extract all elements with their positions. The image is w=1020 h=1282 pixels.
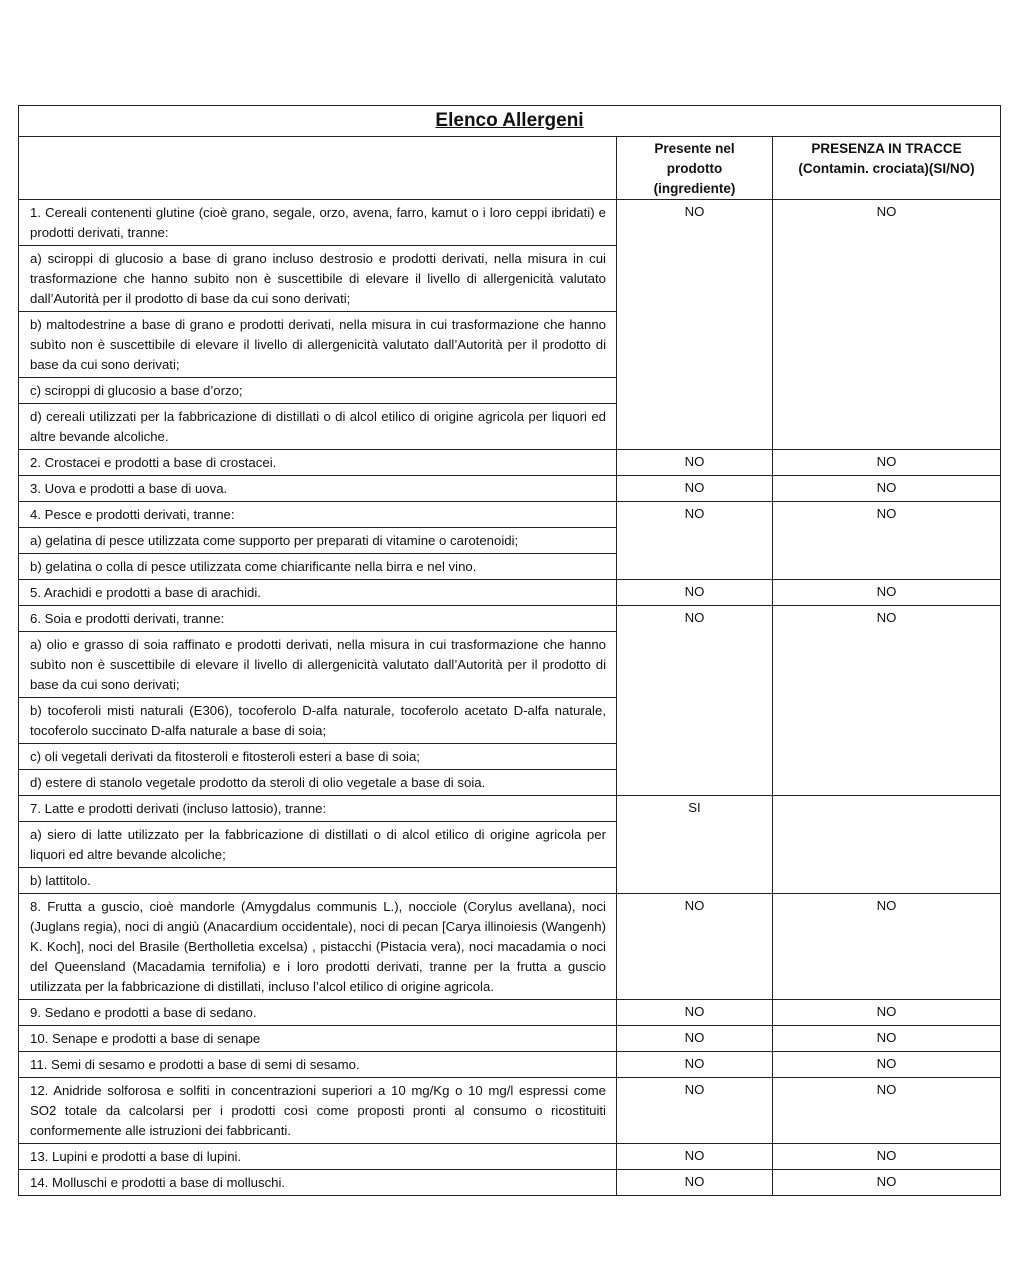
allergen-exception: c) oli vegetali derivati da fitosteroli e fitosteroli esteri a base di soia; bbox=[19, 744, 616, 770]
allergen-exception: d) estere di stanolo vegetale prodotto da steroli di olio vegetale a base di soia. bbox=[30, 775, 486, 790]
allergen-item: 9. Sedano e prodotti a base di sedano. bbox=[30, 1005, 257, 1020]
traces-value: NO bbox=[773, 476, 1001, 502]
present-value: NO bbox=[617, 1026, 773, 1052]
allergen-exception: a) siero di latte utilizzato per la fabbricazione di distillati o di alcol etilico di origine agricola per liquori ed altre bevande alcoliche; bbox=[19, 822, 616, 868]
present-value: NO bbox=[617, 450, 773, 476]
allergen-exception: c) sciroppi di glucosio a base d’orzo; bbox=[19, 378, 616, 404]
table-row bbox=[19, 502, 1001, 580]
table-row bbox=[19, 1144, 1001, 1170]
traces-value: NO bbox=[773, 894, 1001, 1000]
header-present-line: prodotto bbox=[666, 161, 723, 176]
present-value: NO bbox=[617, 606, 773, 796]
traces-value bbox=[773, 796, 1001, 894]
table-row bbox=[19, 1000, 1001, 1026]
table-row bbox=[19, 606, 1001, 796]
header-traces-line: (Contamin. crociata)(SI/NO) bbox=[798, 161, 975, 176]
present-value: NO bbox=[617, 476, 773, 502]
allergen-item: 11. Semi di sesamo e prodotti a base di semi di sesamo. bbox=[30, 1057, 360, 1072]
present-value: NO bbox=[617, 894, 773, 1000]
allergen-description bbox=[19, 1052, 617, 1078]
traces-value: NO bbox=[773, 606, 1001, 796]
title-row bbox=[19, 106, 1001, 137]
allergen-description bbox=[19, 1000, 617, 1026]
traces-value: NO bbox=[773, 1078, 1001, 1144]
allergen-item: 7. Latte e prodotti derivati (incluso lattosio), tranne: bbox=[19, 796, 616, 822]
allergen-description bbox=[19, 894, 617, 1000]
table-row bbox=[19, 200, 1001, 450]
traces-value: NO bbox=[773, 450, 1001, 476]
header-present bbox=[617, 137, 773, 200]
page-title bbox=[19, 106, 1001, 137]
allergen-item: 8. Frutta a guscio, cioè mandorle (Amygdalus communis L.), nocciole (Corylus avellana), noci (Juglans regia), noci di angiù (Anacardium occidentale), noci di pecan [Carya illinoiesis (Wangenh) K. Koch], noci del Brasile (Bertholletia excelsa) , pistacchi (Pistacia vera), noci macadamia o noci del Queensland (Macadamia ternifolia) e i loro prodotti derivati, tranne per la frutta a guscio utilizzata per la fabbricazione di distillati, incluso l’alcol etilico di origine agricola. bbox=[30, 899, 606, 994]
allergen-exception: b) gelatina o colla di pesce utilizzata come chiarificante nella birra e nel vino. bbox=[30, 559, 477, 574]
allergen-exception: b) maltodestrine a base di grano e prodotti derivati, nella misura in cui trasformazione che hanno subìto non è suscettibile di elevare il livello di allergenicità valutato dall’Autorità per il prodotto di base da cui sono derivati; bbox=[19, 312, 616, 378]
allergen-table bbox=[18, 105, 1001, 1196]
allergen-description bbox=[19, 1026, 617, 1052]
table-row bbox=[19, 1052, 1001, 1078]
allergen-exception: b) lattitolo. bbox=[30, 873, 91, 888]
allergen-sheet bbox=[18, 105, 1000, 1196]
table-row bbox=[19, 450, 1001, 476]
allergen-description bbox=[19, 450, 617, 476]
allergen-rows bbox=[19, 200, 1001, 1196]
allergen-description bbox=[19, 580, 617, 606]
allergen-description bbox=[19, 1170, 617, 1196]
page-title-text: Elenco Allergeni bbox=[435, 110, 584, 131]
header-row bbox=[19, 137, 1001, 200]
header-traces bbox=[773, 137, 1001, 200]
allergen-description bbox=[19, 502, 617, 580]
allergen-exception: a) gelatina di pesce utilizzata come supporto per preparati di vitamine o carotenoidi; bbox=[19, 528, 616, 554]
allergen-item: 3. Uova e prodotti a base di uova. bbox=[30, 481, 228, 496]
allergen-description bbox=[19, 1078, 617, 1144]
present-value: NO bbox=[617, 200, 773, 450]
traces-value: NO bbox=[773, 1170, 1001, 1196]
present-value: NO bbox=[617, 1144, 773, 1170]
present-value: NO bbox=[617, 1078, 773, 1144]
allergen-description bbox=[19, 1144, 617, 1170]
traces-value: NO bbox=[773, 1144, 1001, 1170]
allergen-item: 13. Lupini e prodotti a base di lupini. bbox=[30, 1149, 242, 1164]
allergen-item: 5. Arachidi e prodotti a base di arachidi. bbox=[30, 585, 261, 600]
allergen-description bbox=[19, 796, 617, 894]
allergen-item: 2. Crostacei e prodotti a base di crostacei. bbox=[30, 455, 277, 470]
traces-value: NO bbox=[773, 1052, 1001, 1078]
header-traces-line: PRESENZA IN TRACCE bbox=[811, 141, 962, 156]
allergen-description bbox=[19, 606, 617, 796]
allergen-item: 4. Pesce e prodotti derivati, tranne: bbox=[19, 502, 616, 528]
table-row bbox=[19, 580, 1001, 606]
table-row bbox=[19, 476, 1001, 502]
table-row bbox=[19, 796, 1001, 894]
header-blank bbox=[19, 137, 617, 200]
allergen-description bbox=[19, 200, 617, 450]
present-value: NO bbox=[617, 1052, 773, 1078]
present-value: NO bbox=[617, 1000, 773, 1026]
traces-value: NO bbox=[773, 1000, 1001, 1026]
traces-value: NO bbox=[773, 580, 1001, 606]
table-row bbox=[19, 894, 1001, 1000]
allergen-item: 10. Senape e prodotti a base di senape bbox=[30, 1031, 261, 1046]
allergen-description bbox=[19, 476, 617, 502]
table-row bbox=[19, 1026, 1001, 1052]
traces-value: NO bbox=[773, 1026, 1001, 1052]
header-present-line: Presente nel bbox=[654, 141, 735, 156]
allergen-exception: b) tocoferoli misti naturali (E306), tocoferolo D-alfa naturale, tocoferolo acetato D-alfa naturale, tocoferolo succinato D-alfa naturale a base di soia; bbox=[19, 698, 616, 744]
table-row bbox=[19, 1170, 1001, 1196]
allergen-item: 6. Soia e prodotti derivati, tranne: bbox=[19, 606, 616, 632]
allergen-item: 14. Molluschi e prodotti a base di molluschi. bbox=[30, 1175, 286, 1190]
traces-value: NO bbox=[773, 200, 1001, 450]
allergen-exception: a) olio e grasso di soia raffinato e prodotti derivati, nella misura in cui trasformazione che hanno subìto non è suscettibile di elevare il livello di allergenicità valutato dall’Autorità per il prodotto di base da cui sono derivati; bbox=[19, 632, 616, 698]
allergen-item: 1. Cereali contenenti glutine (cioè grano, segale, orzo, avena, farro, kamut o i loro ceppi ibridati) e prodotti derivati, tranne: bbox=[19, 200, 616, 246]
header-present-line: (ingrediente) bbox=[653, 181, 736, 196]
present-value: NO bbox=[617, 502, 773, 580]
present-value: NO bbox=[617, 580, 773, 606]
traces-value: NO bbox=[773, 502, 1001, 580]
allergen-exception: a) sciroppi di glucosio a base di grano incluso destrosio e prodotti derivati, nella misura in cui trasformazione che hanno subito non è suscettibile di elevare il livello di allergenicità valutato dall’Autorità per il prodotto di base da cui sono derivati; bbox=[19, 246, 616, 312]
allergen-item: 12. Anidride solforosa e solfiti in concentrazioni superiori a 10 mg/Kg o 10 mg/l espressi come SO2 totale da calcolarsi per i prodotti così come proposti pronti al consumo o ricostituiti conformemente alle istruzioni dei fabbricanti. bbox=[30, 1083, 606, 1138]
present-value: SI bbox=[617, 796, 773, 894]
allergen-exception: d) cereali utilizzati per la fabbricazione di distillati o di alcol etilico di origine agricola per liquori ed altre bevande alcoliche. bbox=[30, 409, 606, 444]
table-row bbox=[19, 1078, 1001, 1144]
present-value: NO bbox=[617, 1170, 773, 1196]
